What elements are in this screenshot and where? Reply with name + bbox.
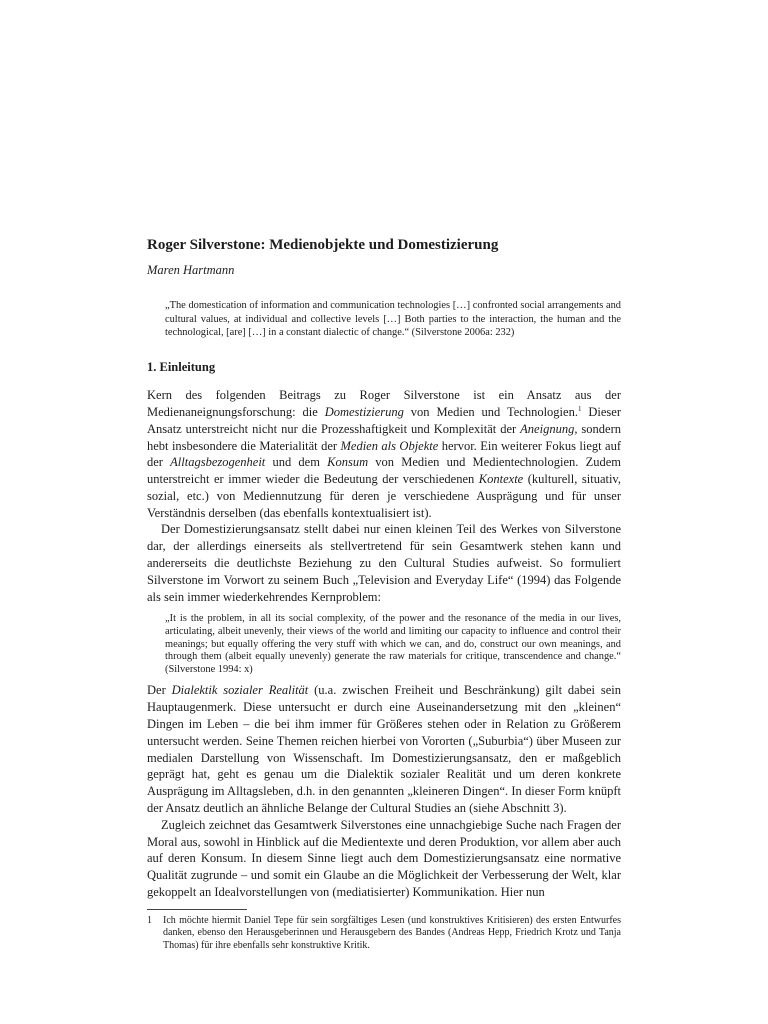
paragraph-2: Der Domestizierungsansatz stellt dabei nur einen kleinen Teil des Werkes von Silverstone dar, der allerdings einerseits als stellvertretend für sein Gesamtwerk stehen kann und andererseits die deutlichste Beziehung zu den Cultural Studies aufweist. So formuliert Silverstone im Vorwort zu seinem Buch „Television and Everyday Life“ (1994) das Folgende als sein immer wiederkehrendes Kernproblem: — [147, 522, 621, 604]
text-run: Kern des folgenden Beitrags zu Roger Silverstone ist ein Ansatz aus der Medienaneignungsforschung: die — [147, 388, 621, 419]
author-name: Maren Hartmann — [147, 263, 235, 277]
emphasis: Medien als Objekte — [340, 438, 439, 453]
emphasis: Dialektik sozialer Realität — [171, 683, 309, 698]
text-run: , sondern hebt insbesondere die Materialität der — [147, 421, 622, 453]
emphasis: Konsum — [327, 455, 369, 470]
emphasis: Kontexte — [478, 472, 524, 487]
footnote — [147, 915, 621, 953]
section-heading: 1. Einleitung — [147, 360, 216, 375]
emphasis: Domestizierung — [324, 404, 404, 419]
text-run: und dem — [265, 455, 328, 470]
emphasis: Alltagsbezogenheit — [170, 455, 266, 470]
emphasis: Aneignung — [520, 421, 575, 436]
epigraph-quote: „The domestication of information and communication technologies […] confronted social arrangements and cultural values, at individual and collective levels […] Both parties to the interaction, the human and the technological, [are] […] in a constant dialectic of change.“ (Silverstone 2006a: 232) — [165, 300, 621, 339]
footnote-number: 1 — [147, 914, 152, 926]
text-run: (u.a. zwischen Freiheit und Beschränkung) gilt dabei sein Hauptaugenmerk. Diese untersucht er durch eine Auseinandersetzung mit den „kleinen“ Dingen im Leben – die bei ihm immer für Größeres stehen oder in Relation zu Größerem untersucht werden. Seine Themen reichen hierbei von Vororten („Suburbia“) über Museen zur medialen Darstellung von Wissenschaft. Im Domestizierungsansatz, den er maßgeblich geprägt hat, geht es genau um die Dialektik sozialer Realität und um deren konkrete Ausprägung im Alltagsleben, d.h. in den genannten „kleineren Dingen“. In dieser Form knüpft der Ansatz deutlich an ähnliche Belange der Cultural Studies an (siehe Abschnitt 3). — [147, 683, 621, 816]
footnote-divider — [147, 909, 247, 910]
block-quote: „It is the problem, in all its social complexity, of the power and the resonance of the media in our lives, articulating, albeit unevenly, their views of the world and limiting our capacity to influence and control their meanings; but equally offering the very stuff with which we can, and do, construct our own meanings, and through them (albeit equally unevenly) generate the raw materials for critique, transcendence and change.“ (Silverstone 1994: x) — [165, 613, 621, 675]
text-run: hervor. Ein weiterer Fokus liegt auf der — [147, 438, 621, 470]
chapter-title: Roger Silverstone: Medienobjekte und Domestizierung — [147, 237, 499, 253]
text-run: von Medien und Medientechnologien. Zudem unterstreicht er immer wieder die Bedeutung der verschiedenen — [147, 455, 621, 487]
text-run: Dieser Ansatz unterstreicht nicht nur die Prozesshaftigkeit und Komplexität der — [147, 404, 622, 436]
paragraph-4: Zugleich zeichnet das Gesamtwerk Silverstones eine unnachgiebige Suche nach Fragen der Moral aus, sowohl in Hinblick auf die Medientexte und deren Produktion, vor allem aber auch auf deren Konsum. In diesem Sinne liegt auch dem Domestizierungsansatz eine normative Qualität zugrunde – und somit ein Glaube an die Möglichkeit der Verbesserung der Welt, klar gekoppelt an Idealvorstellungen von (mediatisierter) Kommunikation. Hier nun — [147, 817, 621, 899]
text-run: (kulturell, situativ, sozial, etc.) von Mediennutzung für deren je verschiedene Ausprägung und für unser Verständnis derselben (das ebenfalls kontextualisiert ist). — [147, 472, 621, 520]
text-run: von Medien und Technologien. — [403, 404, 578, 419]
footnote-marker: 1 — [577, 404, 582, 413]
document-page — [147, 236, 621, 953]
paragraph-3 — [147, 682, 621, 816]
footnote-text: Ich möchte hiermit Daniel Tepe für sein sorgfältiges Lesen (und konstruktives Kritisieren) des ersten Entwurfes danken, ebenso den Herausgeberinnen und Herausgebern des Bandes (Andreas Hepp, Friedrich Krotz und Tanja Thomas) für ihre ebenfalls sehr konstruktive Kritik. — [163, 914, 621, 951]
body-text — [147, 387, 621, 901]
paragraph-1 — [147, 387, 621, 521]
text-run: Der — [147, 683, 172, 698]
